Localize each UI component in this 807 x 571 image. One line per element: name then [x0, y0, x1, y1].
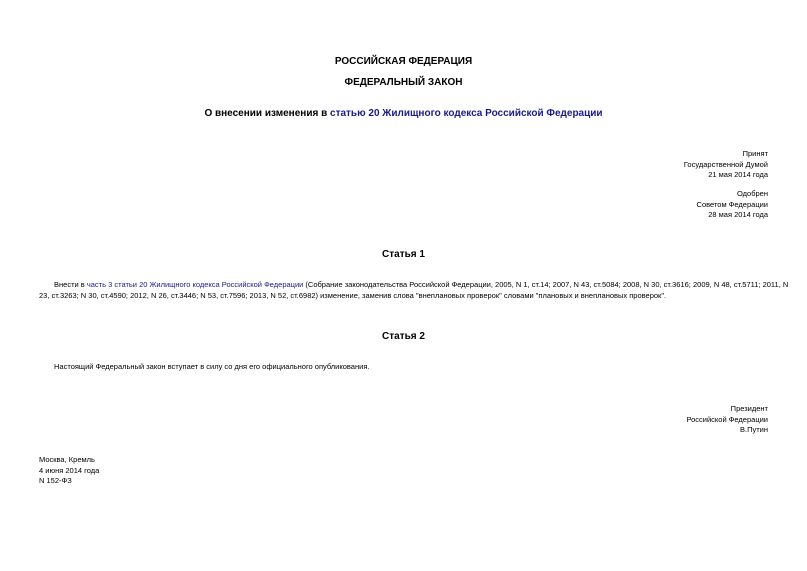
law-title-link[interactable]: статью 20 Жилищного кодекса Российской Федерации: [330, 108, 603, 119]
country-heading: РОССИЙСКАЯ ФЕДЕРАЦИЯ: [334, 56, 473, 67]
signature-title: Президент: [730, 404, 768, 413]
place-date-block: [39, 455, 99, 487]
law-title: [0, 108, 807, 120]
law-type-heading: ФЕДЕРАЛЬНЫЙ ЗАКОН: [344, 77, 463, 88]
article-1-rest: (Собрание законодательства Российской Федерации, 2005, N 1, ст.14; 2007, N 43, ст.5084; 2008, N 30, ст.3616; 2009, N 48, ст.5711; 2011, N: [303, 280, 789, 289]
article-1-line-2: 23, ст.3263; N 30, ст.4590; 2012, N 26, ст.3446; N 53, ст.7596; 2013, N 52, ст.6982) изменение, заменив слова "внеплановых проверок" словами "плановых и внеплановых проверок".: [39, 291, 667, 300]
article-2-text: Настоящий Федеральный закон вступает в силу со дня его официального опубликования.: [54, 362, 370, 371]
adopted-date: 21 мая 2014 года: [708, 170, 768, 179]
adopted-label: Принят: [742, 149, 768, 158]
law-title-prefix: О внесении изменения в: [204, 108, 331, 119]
approved-block: [697, 189, 768, 221]
signature-name: В.Путин: [740, 425, 768, 434]
approved-date: 28 мая 2014 года: [708, 210, 768, 219]
signature-country: Российской Федерации: [686, 414, 768, 424]
article-1-line-1: [39, 279, 789, 290]
signing-date: 4 июня 2014 года: [39, 465, 100, 475]
signature-block: [686, 404, 768, 436]
adopted-body: Государственной Думой: [683, 159, 768, 169]
place: Москва, Кремль: [39, 455, 95, 464]
law-number: N 152-ФЗ: [39, 476, 72, 485]
article-1-text: [39, 279, 789, 301]
article-1-link[interactable]: часть 3 статьи 20 Жилищного кодекса Российской Федерации: [86, 280, 304, 289]
approved-body: Советом Федерации: [696, 199, 768, 209]
article-1-prefix: Внести в: [54, 280, 87, 289]
approved-label: Одобрен: [737, 189, 768, 198]
article-1-heading: Статья 1: [382, 249, 425, 260]
adopted-block: [684, 149, 768, 181]
article-2-heading: Статья 2: [382, 331, 425, 342]
